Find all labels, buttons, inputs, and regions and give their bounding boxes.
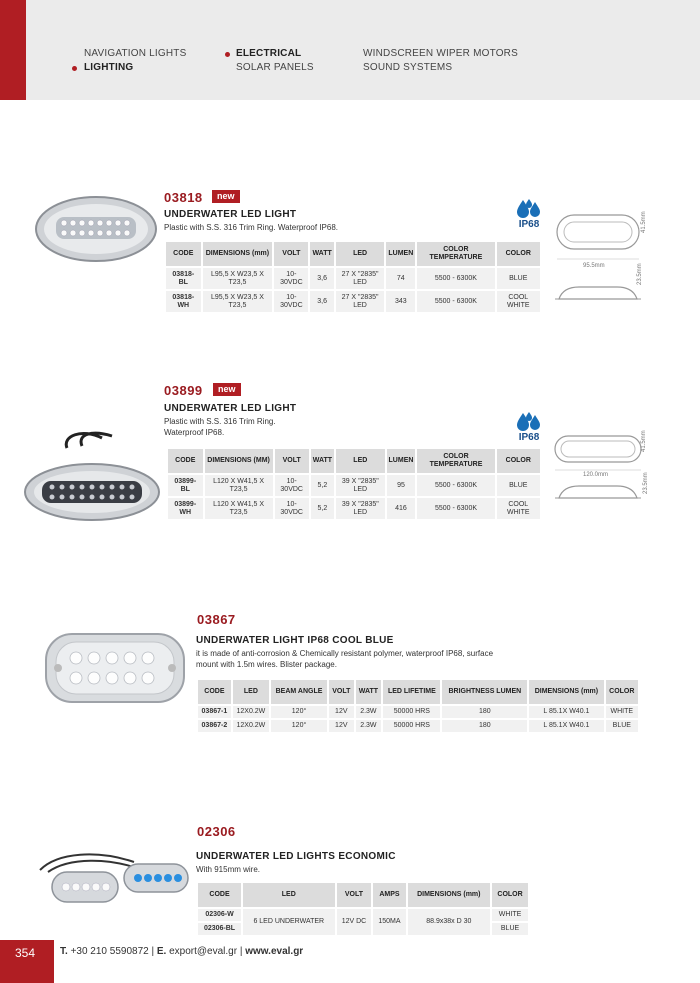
table-cell: 2.3W bbox=[356, 706, 382, 718]
table-cell: 03899-BL bbox=[168, 475, 203, 496]
product-description: With 915mm wire. bbox=[196, 865, 261, 874]
technical-drawing-03818 bbox=[549, 203, 654, 313]
col-header: BRIGHTNESS LUMEN bbox=[442, 680, 527, 704]
phone-label: T. bbox=[60, 946, 68, 957]
table-row bbox=[168, 498, 540, 519]
col-header: COLOR bbox=[606, 680, 638, 704]
table-cell: BLUE bbox=[606, 720, 638, 732]
product-photo-03867 bbox=[44, 630, 186, 705]
table-cell: 2.3W bbox=[356, 720, 382, 732]
spec-table-03867 bbox=[196, 678, 640, 734]
product-title: UNDERWATER LED LIGHT bbox=[164, 209, 297, 220]
product-description: it is made of anti-corrosion & Chemically resistant polymer, waterproof IP68, surface bbox=[196, 649, 494, 658]
nav-lighting[interactable]: LIGHTING bbox=[84, 62, 134, 73]
ip68-label: IP68 bbox=[518, 432, 540, 443]
col-header: COLOR bbox=[497, 449, 540, 473]
table-cell: 12V bbox=[329, 706, 353, 718]
table-cell: 27 X "2835" LED bbox=[336, 268, 385, 289]
table-cell: L95,5 X W23,5 X T23,5 bbox=[203, 291, 273, 312]
spec-table-02306 bbox=[196, 881, 530, 937]
col-header: LUMEN bbox=[387, 449, 416, 473]
spec-table-03818 bbox=[164, 240, 542, 314]
ip68-label: IP68 bbox=[518, 219, 540, 230]
table-cell: 3,6 bbox=[310, 291, 333, 312]
ip68-badge bbox=[509, 411, 549, 445]
table-cell: 120° bbox=[271, 706, 327, 718]
col-header: DIMENSIONS (MM) bbox=[205, 449, 273, 473]
col-header: LED bbox=[243, 883, 334, 907]
col-header: LUMEN bbox=[386, 242, 415, 266]
table-row bbox=[198, 909, 528, 921]
table-cell: 416 bbox=[387, 498, 416, 519]
new-badge: new bbox=[212, 190, 240, 203]
col-header: COLOR bbox=[497, 242, 540, 266]
table-cell: 180 bbox=[442, 706, 527, 718]
active-bullet-icon bbox=[72, 66, 77, 71]
water-drops-icon bbox=[509, 198, 549, 220]
ip68-badge bbox=[509, 198, 549, 232]
table-row bbox=[198, 720, 638, 732]
header-accent-bar bbox=[0, 0, 26, 100]
table-cell: 03899-WH bbox=[168, 498, 203, 519]
col-header: VOLT bbox=[275, 449, 309, 473]
table-cell: 03867-2 bbox=[198, 720, 231, 732]
col-header: LED bbox=[336, 449, 384, 473]
new-badge: new bbox=[213, 383, 241, 396]
table-cell: 02306-W bbox=[198, 909, 241, 921]
col-header: VOLT bbox=[274, 242, 308, 266]
table-row bbox=[198, 706, 638, 718]
col-header: DIMENSIONS (mm) bbox=[529, 680, 603, 704]
table-cell: L 85.1X W40.1 bbox=[529, 706, 603, 718]
drawing-height-label: 41.5mm bbox=[641, 211, 647, 233]
table-cell: 88.9x38x D 30 bbox=[408, 909, 491, 935]
product-description: Plastic with S.S. 316 Trim Ring. bbox=[164, 417, 276, 426]
table-cell: L 85.1X W40.1 bbox=[529, 720, 603, 732]
table-cell: 27 X "2835" LED bbox=[336, 291, 385, 312]
table-cell: 02306-BL bbox=[198, 923, 241, 935]
email-link[interactable]: export@eval.gr | bbox=[169, 946, 243, 957]
col-header: LED bbox=[233, 680, 269, 704]
table-cell: 12V bbox=[329, 720, 353, 732]
table-cell: 10-30VDC bbox=[275, 475, 309, 496]
product-description: mount with 1.5m wires. Blister package. bbox=[196, 660, 337, 669]
active-bullet-icon bbox=[225, 52, 230, 57]
table-cell: 03867-1 bbox=[198, 706, 231, 718]
nav-electrical[interactable]: ELECTRICAL bbox=[236, 48, 302, 59]
drawing-height-label: 41.5mm bbox=[641, 430, 647, 452]
water-drops-icon bbox=[509, 411, 549, 433]
product-photo-03899 bbox=[22, 430, 162, 522]
col-header: CODE bbox=[166, 242, 201, 266]
table-cell: 6 LED UNDERWATER bbox=[243, 909, 334, 935]
table-cell: 03818-BL bbox=[166, 268, 201, 289]
product-photo-02306 bbox=[38, 848, 190, 910]
col-header: COLOR TEMPERATURE bbox=[417, 449, 494, 473]
col-header: CODE bbox=[198, 680, 231, 704]
nav-windscreen-wiper-motors[interactable]: WINDSCREEN WIPER MOTORS bbox=[363, 48, 518, 59]
col-header: COLOR TEMPERATURE bbox=[417, 242, 494, 266]
technical-drawing-03899 bbox=[549, 430, 654, 520]
table-cell: 5,2 bbox=[311, 475, 334, 496]
product-title: UNDERWATER LIGHT IP68 COOL BLUE bbox=[196, 635, 394, 646]
table-cell: L120 X W41,5 X T23,5 bbox=[205, 475, 273, 496]
table-cell: 5500 - 6300K bbox=[417, 268, 494, 289]
col-header: LED bbox=[336, 242, 385, 266]
table-cell: 74 bbox=[386, 268, 415, 289]
drawing-depth-label: 23.5mm bbox=[637, 263, 643, 285]
table-cell: 12X0.2W bbox=[233, 706, 269, 718]
table-cell: BLUE bbox=[497, 475, 540, 496]
table-cell: 3,6 bbox=[310, 268, 333, 289]
table-cell: 120° bbox=[271, 720, 327, 732]
col-header: VOLT bbox=[337, 883, 372, 907]
product-title: UNDERWATER LED LIGHT bbox=[164, 403, 297, 414]
col-header: WATT bbox=[311, 449, 334, 473]
product-code: 02306 bbox=[197, 824, 236, 839]
col-header: DIMENSIONS (mm) bbox=[408, 883, 491, 907]
product-code: 03899 bbox=[164, 383, 203, 398]
col-header: WATT bbox=[310, 242, 333, 266]
col-header: AMPS bbox=[373, 883, 405, 907]
table-cell: L120 X W41,5 X T23,5 bbox=[205, 498, 273, 519]
table-cell: BLUE bbox=[497, 268, 540, 289]
table-cell: COOL WHITE bbox=[497, 291, 540, 312]
table-cell: 10-30VDC bbox=[274, 291, 308, 312]
table-row bbox=[166, 291, 540, 312]
table-cell: 12X0.2W bbox=[233, 720, 269, 732]
product-code: 03867 bbox=[197, 612, 236, 627]
table-cell: 5,2 bbox=[311, 498, 334, 519]
footer-contact bbox=[60, 946, 303, 957]
product-photo-03818 bbox=[34, 193, 159, 265]
email-label: E. bbox=[156, 946, 167, 957]
product-title: UNDERWATER LED LIGHTS ECONOMIC bbox=[196, 851, 396, 862]
col-header: CODE bbox=[198, 883, 241, 907]
table-cell: 5500 - 6300K bbox=[417, 291, 494, 312]
col-header: VOLT bbox=[329, 680, 353, 704]
col-header: LED LIFETIME bbox=[383, 680, 440, 704]
page-number: 354 bbox=[15, 946, 36, 960]
drawing-length-label: 120.0mm bbox=[583, 472, 609, 478]
spec-table-03899 bbox=[166, 447, 542, 521]
table-cell: 95 bbox=[387, 475, 416, 496]
product-description: Plastic with S.S. 316 Trim Ring. Waterproof IP68. bbox=[164, 223, 338, 232]
table-cell: 39 X "2835" LED bbox=[336, 498, 384, 519]
table-cell: 03818-WH bbox=[166, 291, 201, 312]
table-cell: 12V DC bbox=[337, 909, 372, 935]
drawing-length-label: 95.5mm bbox=[583, 263, 605, 269]
table-cell: L95,5 X W23,5 X T23,5 bbox=[203, 268, 273, 289]
col-header: BEAM ANGLE bbox=[271, 680, 327, 704]
nav-solar-panels[interactable]: SOLAR PANELS bbox=[236, 62, 314, 73]
table-cell: 5500 - 6300K bbox=[417, 475, 494, 496]
col-header: WATT bbox=[356, 680, 382, 704]
product-code: 03818 bbox=[164, 190, 203, 205]
table-cell: 50000 HRS bbox=[383, 706, 440, 718]
table-cell: COOL WHITE bbox=[497, 498, 540, 519]
drawing-depth-label: 23.5mm bbox=[643, 472, 649, 494]
table-cell: 10-30VDC bbox=[274, 268, 308, 289]
table-cell: WHITE bbox=[492, 909, 528, 921]
table-cell: 343 bbox=[386, 291, 415, 312]
table-cell: 50000 HRS bbox=[383, 720, 440, 732]
col-header: DIMENSIONS (mm) bbox=[203, 242, 273, 266]
nav-sound-systems[interactable]: SOUND SYSTEMS bbox=[363, 62, 453, 73]
table-row bbox=[168, 475, 540, 496]
table-cell: WHITE bbox=[606, 706, 638, 718]
col-header: CODE bbox=[168, 449, 203, 473]
phone-number[interactable]: +30 210 5590872 | bbox=[70, 946, 155, 957]
nav-navigation-lights[interactable]: NAVIGATION LIGHTS bbox=[84, 48, 187, 59]
table-cell: 10-30VDC bbox=[275, 498, 309, 519]
table-row bbox=[166, 268, 540, 289]
table-cell: 39 X "2835" LED bbox=[336, 475, 384, 496]
table-cell: 150MA bbox=[373, 909, 405, 935]
col-header: COLOR bbox=[492, 883, 528, 907]
website-link[interactable]: www.eval.gr bbox=[245, 946, 304, 957]
table-cell: 5500 - 6300K bbox=[417, 498, 494, 519]
table-cell: 180 bbox=[442, 720, 527, 732]
table-cell: BLUE bbox=[492, 923, 528, 935]
product-description: Waterproof IP68. bbox=[164, 428, 225, 437]
